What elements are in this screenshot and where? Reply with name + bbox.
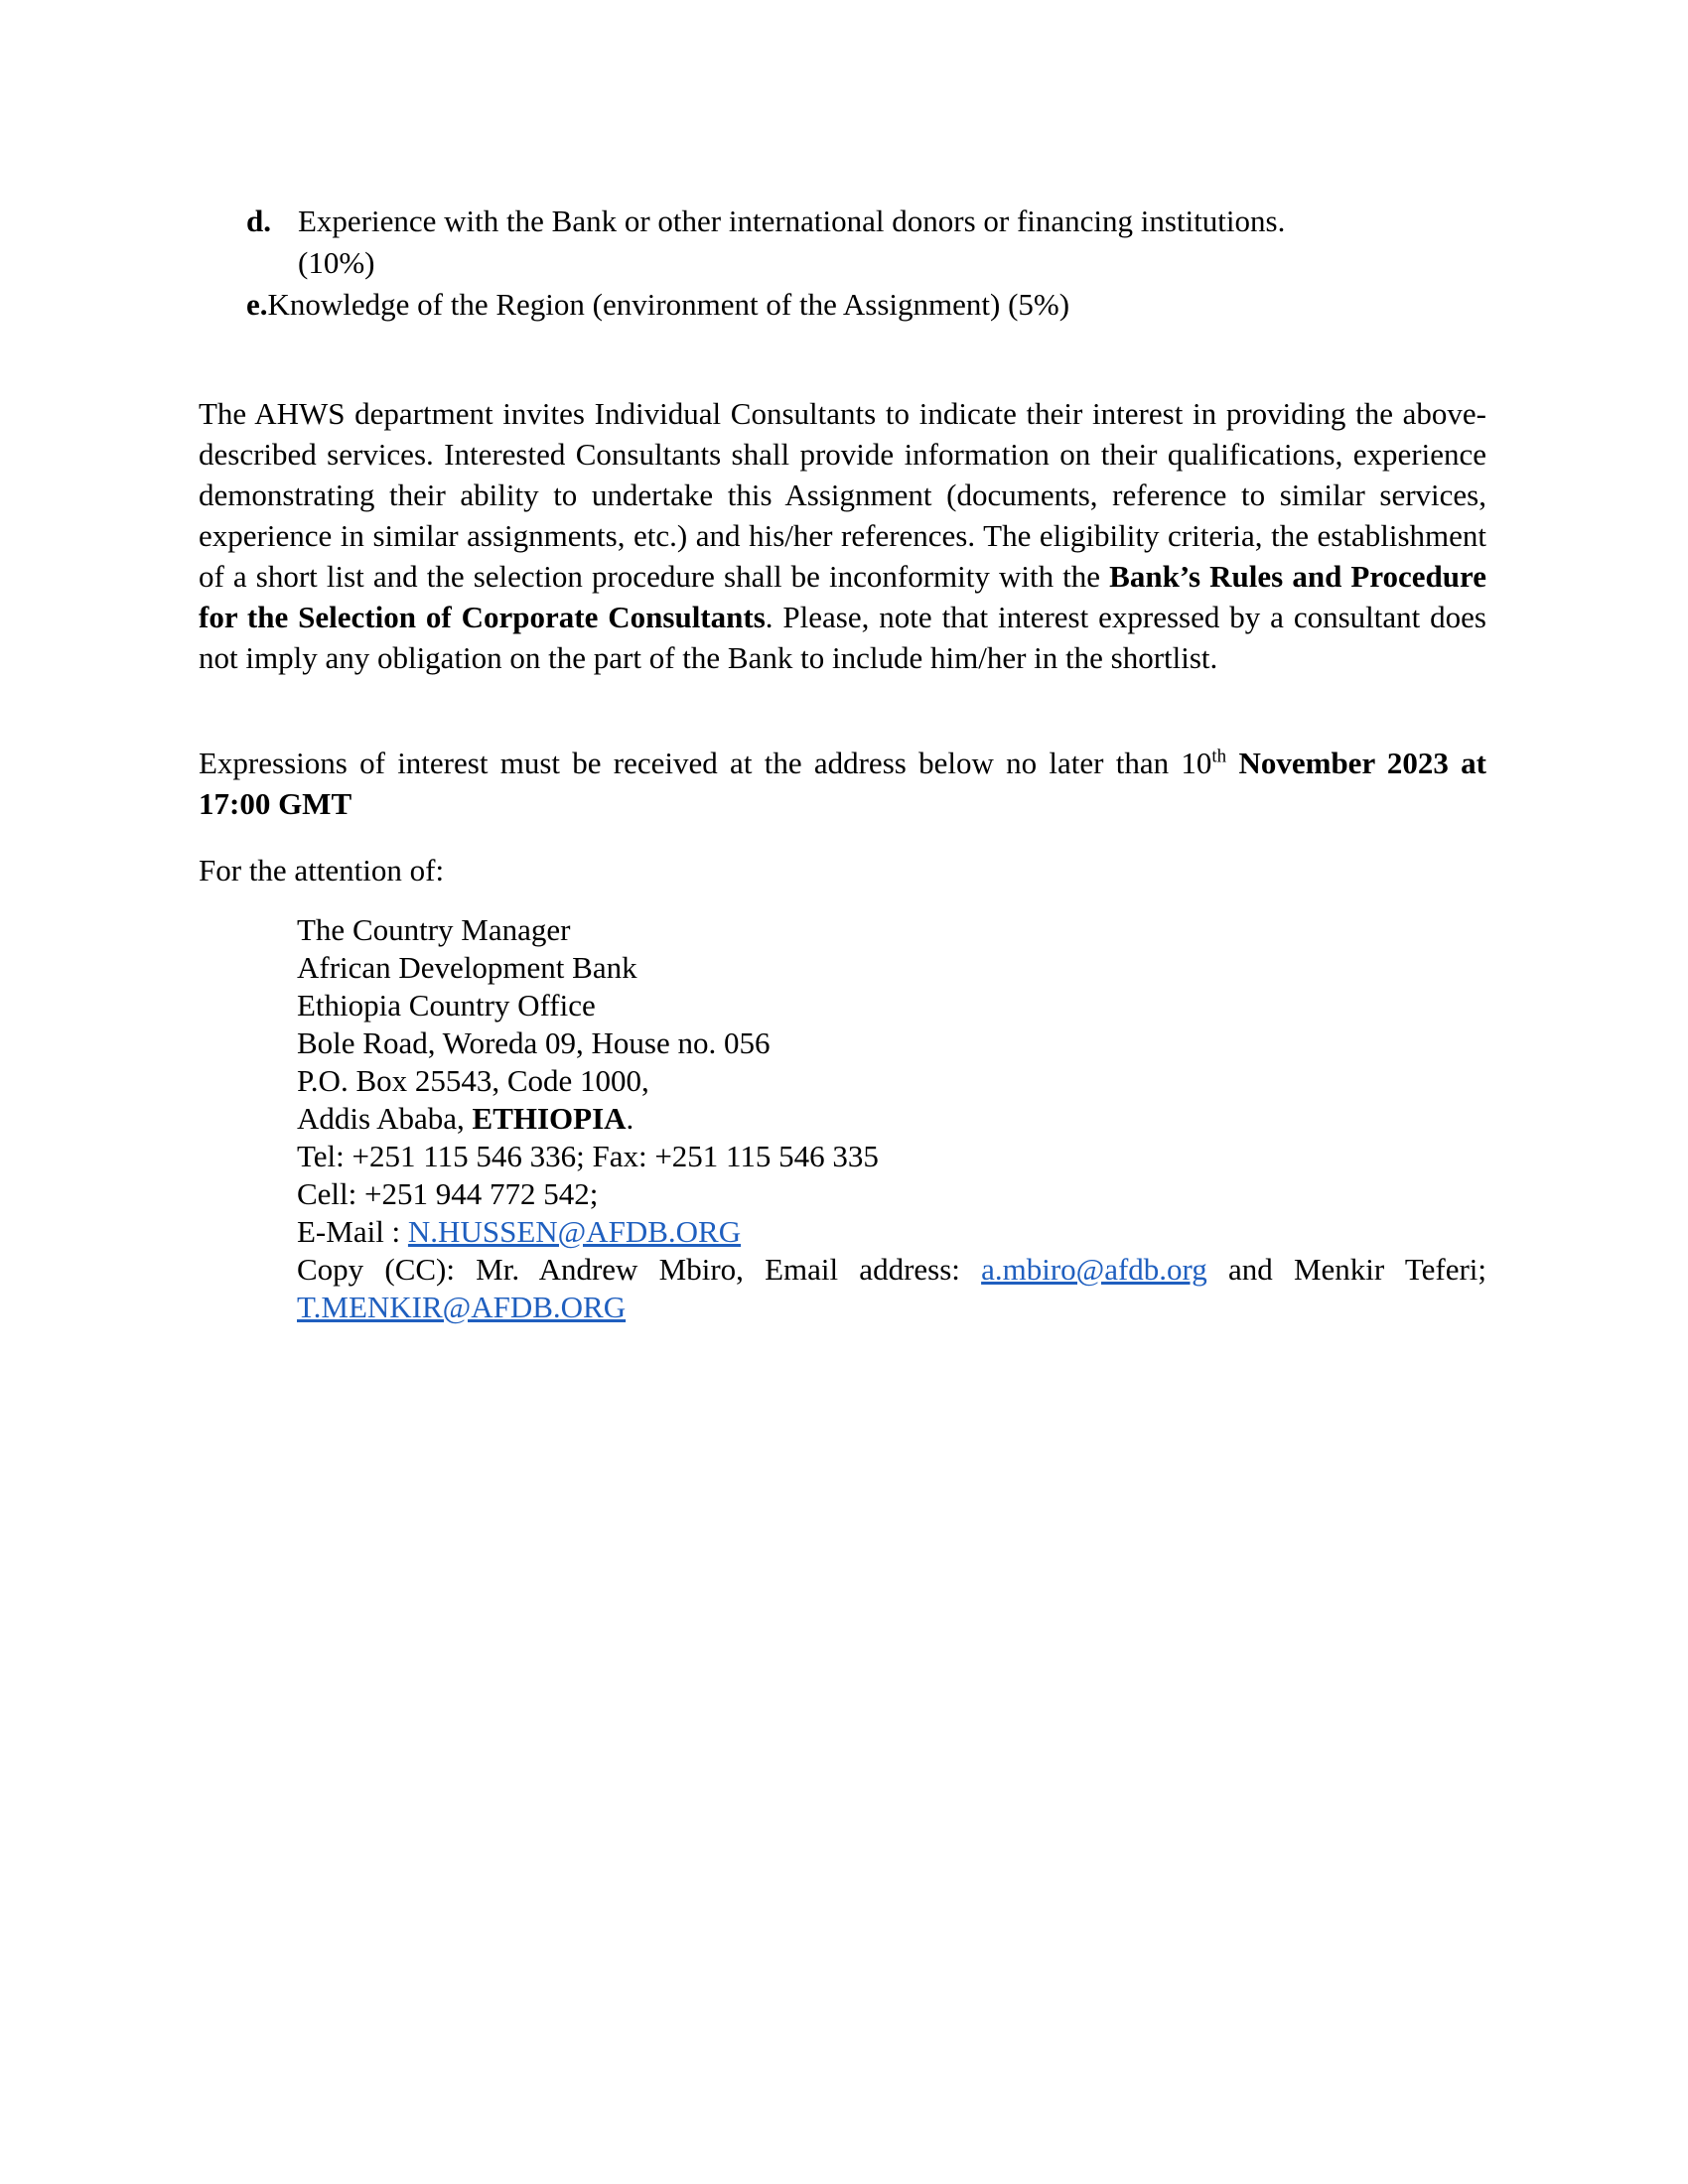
address-organization: African Development Bank [297,950,637,985]
criterion-d-text: Experience with the Bank or other international donors or financing institutions. [298,204,1286,238]
address-copy [297,1251,1486,1289]
deadline-text: Expressions of interest must be received at the address below no later than 10 [199,746,1212,780]
address-block [297,911,1486,1326]
attention-label: For the attention of: [199,853,445,887]
address-office: Ethiopia Country Office [297,988,596,1023]
invitation-text: The AHWS department invites Individual Consultants to indicate their interest in providing the above-described services. Interested Consultants shall provide information on their qualifications, experience demonstrating their ability to undertake this Assignment (documents, reference to similar services, experience in similar assignments, etc.) and his/her references. The eligibility criteria, the establishment of a short list and the selection procedure shall be inconformity with the [199,396,1486,594]
address-street: Bole Road, Woreda 09, House no. 056 [297,1025,771,1060]
address-phone: Tel: +251 115 546 336; Fax: +251 115 546 335 [297,1139,879,1173]
address-recipient: The Country Manager [297,912,571,947]
copy-email-link-1[interactable]: a.mbiro@afdb.org [981,1252,1207,1287]
criterion-d [246,201,1487,284]
invitation-paragraph [199,393,1486,678]
criterion-e-marker: e. [246,287,268,322]
criterion-e [246,284,1487,326]
address-email [297,1213,1486,1251]
email-link[interactable]: N.HUSSEN@AFDB.ORG [407,1214,742,1249]
address-country: ETHIOPIA [472,1101,627,1136]
deadline-paragraph [199,743,1486,824]
invitation-note: . Please, note that interest expressed by a consultant does not imply any obligation on the part of the Bank to include him/her in the shortlist. [199,600,1487,675]
address-city-name: Addis Ababa, [297,1101,473,1136]
deadline-date: November 2023 at 17:00 GMT [199,746,1487,821]
copy-middle: and Menkir Teferi; [1206,1252,1486,1287]
copy-email-link-2[interactable]: T.MENKIR@AFDB.ORG [297,1290,627,1324]
address-city [297,1100,1486,1138]
criterion-d-marker: d. [246,204,271,238]
deadline-ordinal: th [1211,746,1227,767]
evaluation-criteria-list [246,201,1487,326]
criterion-e-text: Knowledge of the Region (environment of the Assignment) (5%) [267,287,1070,322]
address-po-box: P.O. Box 25543, Code 1000, [297,1063,649,1098]
address-city-period: . [626,1101,634,1136]
bank-rules-title: Bank’s Rules and Procedure for the Selection of Corporate Consultants [199,559,1487,634]
email-label: E-Mail : [297,1214,408,1249]
copy-prefix: Copy (CC): Mr. Andrew Mbiro, Email address: [297,1252,982,1287]
address-copy-second [297,1289,1486,1326]
criterion-d-weight: (10%) [298,245,375,280]
address-cell: Cell: +251 944 772 542; [297,1176,599,1211]
